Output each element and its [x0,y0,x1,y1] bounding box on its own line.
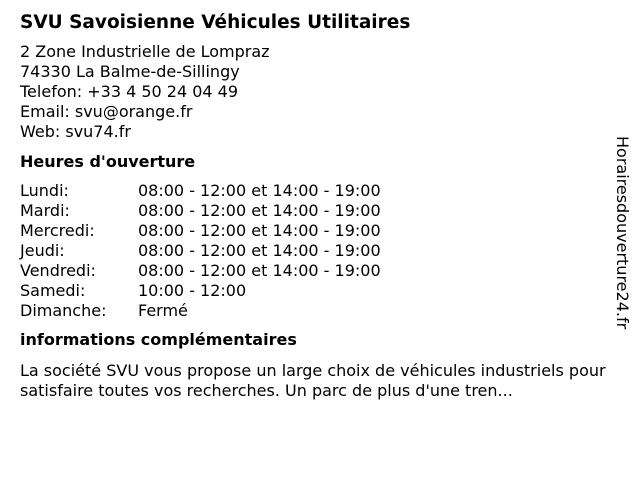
address-city: 74330 La Balme-de-Sillingy [20,62,240,81]
hours-row-vendredi [20,261,600,281]
day-hours: Fermé [138,301,188,320]
address-block [20,42,600,142]
day-label: Mardi: [20,201,70,220]
business-name: SVU Savoisienne Véhicules Utilitaires [20,12,411,33]
day-hours: 08:00 - 12:00 et 14:00 - 19:00 [138,241,381,260]
day-hours: 08:00 - 12:00 et 14:00 - 19:00 [138,261,381,280]
day-label: Jeudi: [20,241,65,260]
hours-row-dimanche [20,301,600,321]
phone-line: Telefon: +33 4 50 24 04 49 [20,82,239,101]
web-line: Web: svu74.fr [20,122,131,141]
hours-table [20,181,600,321]
info-description: La société SVU vous propose un large choix de véhicules industriels pour satisfaire toutes vos recherches. Un parc de plus d'une tren... [20,361,606,400]
hours-row-lundi [20,181,600,201]
email-line: Email: svu@orange.fr [20,102,193,121]
hours-heading: Heures d'ouverture [20,152,196,171]
hours-row-mardi [20,201,600,221]
info-heading: informations complémentaires [20,330,297,349]
site-watermark: Horairesdouverture24.fr [613,136,632,330]
hours-row-mercredi [20,221,600,241]
day-hours: 10:00 - 12:00 [138,281,247,300]
day-label: Vendredi: [20,261,96,280]
business-card [20,10,606,401]
day-label: Mercredi: [20,221,95,240]
day-hours: 08:00 - 12:00 et 14:00 - 19:00 [138,201,381,220]
hours-row-samedi [20,281,600,301]
day-label: Samedi: [20,281,86,300]
day-hours: 08:00 - 12:00 et 14:00 - 19:00 [138,181,381,200]
hours-row-jeudi [20,241,600,261]
address-street: 2 Zone Industrielle de Lompraz [20,42,270,61]
day-hours: 08:00 - 12:00 et 14:00 - 19:00 [138,221,381,240]
day-label: Lundi: [20,181,69,200]
day-label: Dimanche: [20,301,107,320]
